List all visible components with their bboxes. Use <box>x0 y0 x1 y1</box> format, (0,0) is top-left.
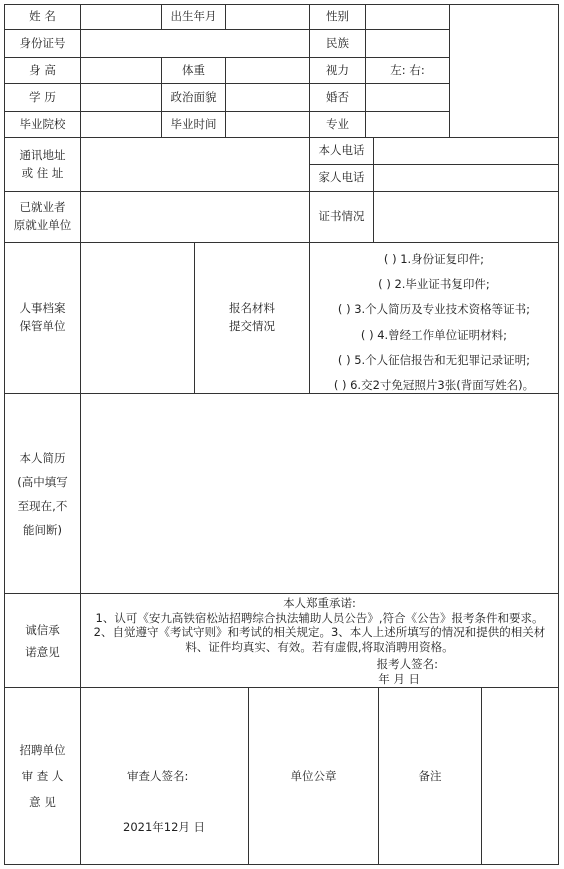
field-marital-status[interactable] <box>365 83 450 112</box>
label-former-employer: 已就业者 原就业单位 <box>4 191 81 243</box>
applicant-sign-date[interactable]: 年 月 日 <box>378 671 420 686</box>
label-resume: 本人简历 (高中填写 至现在,不 能间断) <box>4 393 81 594</box>
field-former-employer[interactable] <box>80 191 310 243</box>
field-id-number[interactable] <box>80 29 310 58</box>
checklist-item[interactable]: ( ) 3.个人简历及专业技术资格等证书; <box>337 302 531 317</box>
reviewer-block <box>80 687 249 865</box>
unit-seal-label: 单位公章 <box>290 769 337 783</box>
field-ethnicity[interactable] <box>365 29 450 58</box>
field-height[interactable] <box>80 57 162 84</box>
label-vision: 视力 <box>309 57 366 84</box>
field-family-phone[interactable] <box>373 164 559 192</box>
label-marital-status: 婚否 <box>309 83 366 112</box>
unit-seal[interactable] <box>248 687 379 865</box>
checklist-item[interactable]: ( ) 6.交2寸免冠照片3张(背面写姓名)。 <box>333 378 535 393</box>
label-materials-submitted: 报名材料 提交情况 <box>194 242 310 394</box>
checklist-item[interactable]: ( ) 4.曾经工作单位证明材料; <box>360 327 508 342</box>
review-date[interactable]: 2021年12月 日 <box>123 820 206 834</box>
remarks-label: 备注 <box>418 769 442 783</box>
label-name: 姓 名 <box>4 4 81 30</box>
field-birth-date[interactable] <box>225 4 310 30</box>
label-ethnicity: 民族 <box>309 29 366 58</box>
checklist-item[interactable]: ( ) 2.毕业证书复印件; <box>378 277 490 292</box>
label-major: 专业 <box>309 111 366 138</box>
field-address[interactable] <box>80 137 310 192</box>
field-own-phone[interactable] <box>373 137 559 165</box>
field-name[interactable] <box>80 4 162 30</box>
label-birth-date: 出生年月 <box>161 4 226 30</box>
label-address: 通讯地址 或 住 址 <box>4 137 81 192</box>
remarks-field[interactable] <box>481 687 559 865</box>
label-gender: 性别 <box>309 4 366 30</box>
label-integrity-pledge: 诚信承 诺意见 <box>4 593 81 688</box>
field-political-status[interactable] <box>225 83 310 112</box>
field-weight[interactable] <box>225 57 310 84</box>
label-own-phone: 本人电话 <box>309 137 374 165</box>
remarks[interactable] <box>378 687 482 865</box>
label-graduation-time: 毕业时间 <box>161 111 226 138</box>
label-school: 毕业院校 <box>4 111 81 138</box>
field-major[interactable] <box>365 111 450 138</box>
checklist-item[interactable]: ( ) 5.个人征信报告和无犯罪记录证明; <box>337 352 531 367</box>
integrity-pledge <box>80 593 559 688</box>
pledge-body: 1、认可《安九高铁宿松站招聘综合执法辅助人员公告》,符合《公告》报考条件和要求。2、自觉遵守《考试守则》和考试的相关规定。3、本人上述所填写的情况和提供的相关材料、证件均真实、有效。若有虚假,将取消聘用资格。 <box>93 610 546 654</box>
label-education: 学 历 <box>4 83 81 112</box>
field-graduation-time[interactable] <box>225 111 310 138</box>
photo-area[interactable] <box>449 4 559 138</box>
field-archive-unit[interactable] <box>80 242 195 394</box>
label-review-opinion: 招聘单位 审 查 人 意 见 <box>4 687 81 865</box>
field-school[interactable] <box>80 111 162 138</box>
label-height: 身 高 <box>4 57 81 84</box>
field-vision[interactable]: 左: 右: <box>365 57 450 84</box>
field-education[interactable] <box>80 83 162 112</box>
field-certificates[interactable] <box>373 191 559 243</box>
label-family-phone: 家人电话 <box>309 164 374 192</box>
applicant-signature[interactable]: 报考人签名: <box>376 657 438 671</box>
materials-checklist <box>309 242 559 394</box>
label-political-status: 政治面貌 <box>161 83 226 112</box>
label-certificates: 证书情况 <box>309 191 374 243</box>
pledge-title: 本人郑重承诺: <box>283 596 356 610</box>
reviewer-signature[interactable]: 审查人签名: <box>127 769 189 783</box>
checklist-item[interactable]: ( ) 1.身份证复印件; <box>383 252 485 266</box>
label-weight: 体重 <box>161 57 226 84</box>
label-archive-unit: 人事档案 保管单位 <box>4 242 81 394</box>
field-resume[interactable] <box>80 393 559 594</box>
field-gender[interactable] <box>365 4 450 30</box>
label-id-number: 身份证号 <box>4 29 81 58</box>
